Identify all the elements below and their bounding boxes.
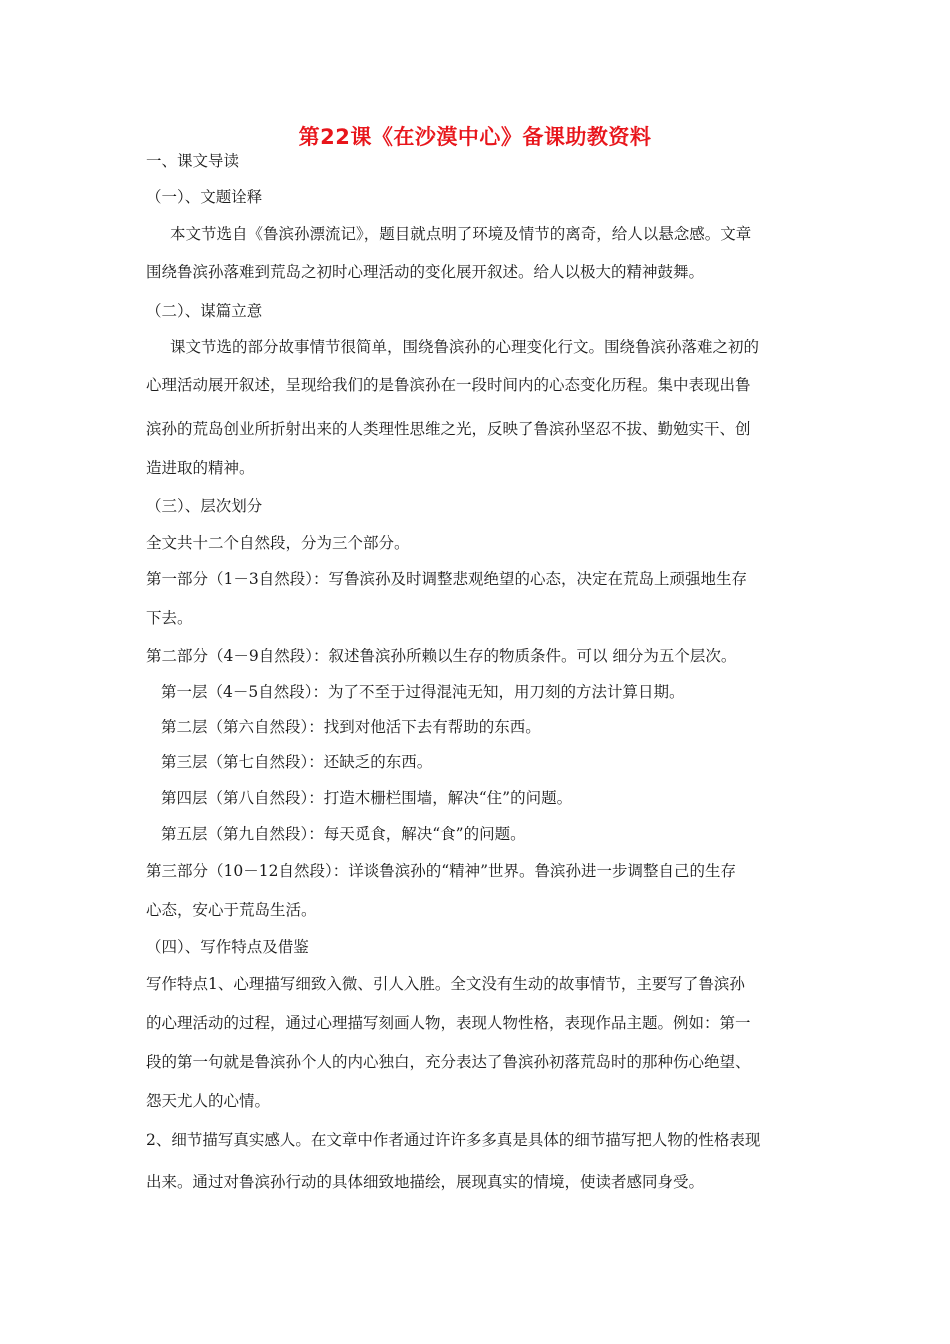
section-heading: 一、课文导读 [146, 152, 240, 170]
subsection-heading: （四）、写作特点及借鉴 [146, 938, 309, 956]
paragraph-line: 围绕鲁滨孙落难到荒岛之初时心理活动的变化展开叙述。给人以极大的精神鼓舞。 [146, 263, 705, 281]
paragraph-line: 造进取的精神。 [146, 459, 255, 477]
paragraph-line: 课文节选的部分故事情节很简单，围绕鲁滨孙的心理变化行文。围绕鲁滨孙落难之初的 [170, 338, 760, 356]
paragraph-line: 下去。 [146, 609, 193, 627]
paragraph-line: 第一部分（1－3自然段）：写鲁滨孙及时调整悲观绝望的心态，决定在荒岛上顽强地生存 [146, 570, 747, 588]
page-title: 第22课《在沙漠中心》备课助教资料 [298, 125, 652, 149]
paragraph-line: 滨孙的荒岛创业所折射出来的人类理性思维之光，反映了鲁滨孙坚忍不拔、勤勉实干、创 [146, 420, 751, 438]
level-item: 第三层（第七自然段）：还缺乏的东西。 [161, 753, 433, 771]
paragraph-line: 心理活动展开叙述，呈现给我们的是鲁滨孙在一段时间内的心态变化历程。集中表现出鲁 [146, 376, 751, 394]
subsection-heading: （二）、谋篇立意 [146, 302, 263, 320]
level-item: 第四层（第八自然段）：打造木栅栏围墙，解决“住”的问题。 [161, 789, 573, 807]
paragraph-line: 写作特点1、心理描写细致入微、引人入胜。全文没有生动的故事情节，主要写了鲁滨孙 [146, 975, 745, 993]
level-item: 第二层（第六自然段）：找到对他活下去有帮助的东西。 [161, 718, 541, 736]
paragraph-line: 出来。通过对鲁滨孙行动的具体细致地描绘，展现真实的情境，使读者感同身受。 [146, 1173, 705, 1191]
paragraph-line: 第二部分（4－9自然段）：叙述鲁滨孙所赖以生存的物质条件。可以 细分为五个层次。 [146, 647, 737, 665]
paragraph-line: 第三部分（10－12自然段）：详谈鲁滨孙的“精神”世界。鲁滨孙进一步调整自己的生存 [146, 862, 737, 880]
subsection-heading: （三）、层次划分 [146, 497, 263, 515]
paragraph-line: 2、细节描写真实感人。在文章中作者通过许许多多真是具体的细节描写把人物的性格表现 [146, 1131, 761, 1149]
paragraph-line: 的心理活动的过程，通过心理描写刻画人物，表现人物性格，表现作品主题。例如：第一 [146, 1014, 751, 1032]
level-item: 第一层（4－5自然段）：为了不至于过得混沌无知，用刀刻的方法计算日期。 [161, 683, 685, 701]
paragraph-line: 段的第一句就是鲁滨孙个人的内心独白，充分表达了鲁滨孙初落荒岛时的那种伤心绝望、 [146, 1053, 751, 1071]
paragraph-line: 心态，安心于荒岛生活。 [146, 901, 317, 919]
paragraph-line: 本文节选自《鲁滨孙漂流记》，题目就点明了环境及情节的离奇，给人以悬念感。文章 [170, 225, 752, 243]
paragraph-line: 怨天尤人的心情。 [146, 1092, 271, 1110]
subsection-heading: （一）、文题诠释 [146, 188, 263, 206]
level-item: 第五层（第九自然段）：每天觅食，解决“食”的问题。 [161, 825, 526, 843]
paragraph-line: 全文共十二个自然段，分为三个部分。 [146, 534, 410, 552]
